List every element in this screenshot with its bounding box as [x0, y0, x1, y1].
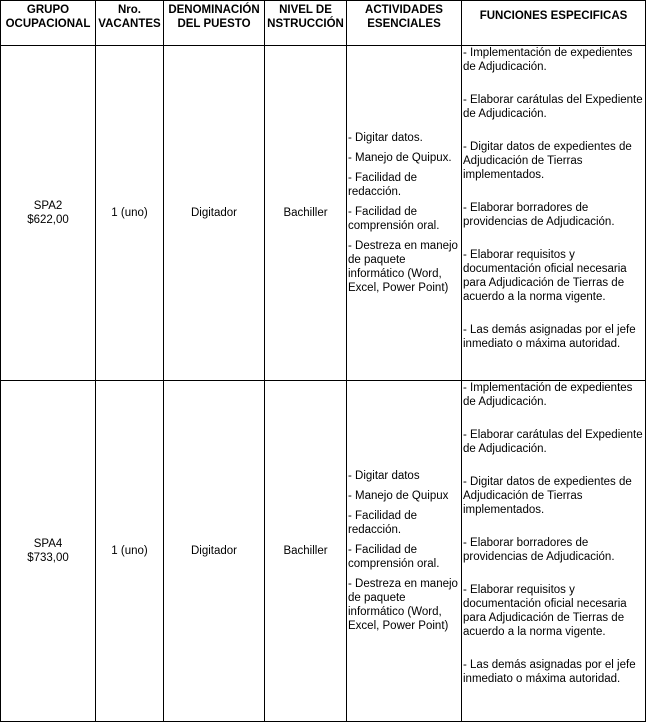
- actividad-item: - Facilidad de comprensión oral.: [348, 544, 440, 570]
- header-actividades-line2: ESENCIALES: [367, 18, 441, 30]
- cell-actividades: [347, 46, 462, 381]
- grupo-code: SPA4: [33, 538, 63, 550]
- cell-denominacion: Digitador: [164, 46, 265, 381]
- funcion-item: - Elaborar borradores de providencias de Adjudicación.: [463, 202, 615, 228]
- actividad-item: - Facilidad de comprensión oral.: [348, 206, 440, 232]
- cell-vacantes: 1 (uno): [96, 381, 164, 722]
- actividad-item: - Destreza en manejo de paquete informático (Word, Excel, Power Point): [348, 578, 458, 632]
- header-denominacion: [164, 1, 265, 46]
- funcion-item: - Elaborar requisitos y documentación oficial necesaria para Adjudicación de Tierras de acuerdo a la norma vigente.: [463, 249, 627, 303]
- funcion-item: - Implementación de expedientes de Adjudicación.: [463, 47, 633, 73]
- actividad-item: - Destreza en manejo de paquete informático (Word, Excel, Power Point): [348, 240, 458, 294]
- funcion-item: - Elaborar carátulas del Expediente de Adjudicación.: [463, 94, 643, 120]
- cell-grupo-ocupacional: [1, 46, 96, 381]
- funcion-item: - Digitar datos de expedientes de Adjudicación de Tierras implementados.: [463, 476, 632, 516]
- table-row: [1, 381, 646, 722]
- actividad-item: - Digitar datos.: [348, 132, 423, 144]
- header-grupo-line2: OCUPACIONAL: [5, 18, 91, 30]
- grupo-code: SPA2: [33, 200, 63, 212]
- grupo-salary: $733,00: [27, 552, 69, 564]
- header-nro-vacantes: [96, 1, 164, 46]
- header-vacantes-line1: Nro.: [118, 4, 141, 16]
- cell-nivel: Bachiller: [265, 46, 347, 381]
- cell-actividades: [347, 381, 462, 722]
- header-denominacion-line1: DENOMINACIÓN: [168, 4, 260, 16]
- actividad-item: - Facilidad de redacción.: [348, 510, 418, 536]
- header-nivel-line2: NSTRUCCIÓN: [267, 18, 344, 30]
- header-nivel-line1: NIVEL DE: [279, 4, 332, 16]
- grupo-salary: $622,00: [27, 214, 69, 226]
- header-actividades-line1: ACTIVIDADES: [365, 4, 443, 16]
- funcion-item: - Elaborar carátulas del Expediente de Adjudicación.: [463, 429, 643, 455]
- actividad-item: - Digitar datos: [348, 470, 420, 482]
- header-grupo-ocupacional: [1, 1, 96, 46]
- funcion-item: - Digitar datos de expedientes de Adjudicación de Tierras implementados.: [463, 141, 632, 181]
- actividad-item: - Facilidad de redacción.: [348, 172, 418, 198]
- header-denominacion-line2: DEL PUESTO: [177, 18, 251, 30]
- funcion-item: - Elaborar borradores de providencias de Adjudicación.: [463, 537, 615, 563]
- header-vacantes-line2: VACANTES: [98, 18, 161, 30]
- actividad-item: - Manejo de Quipux.: [348, 152, 452, 164]
- cell-funciones: [462, 381, 646, 722]
- header-funciones-especificas: FUNCIONES ESPECIFICAS: [462, 1, 646, 46]
- cell-funciones: [462, 46, 646, 381]
- funcion-item: - Las demás asignadas por el jefe inmediato o máxima autoridad.: [463, 659, 636, 685]
- header-actividades-esenciales: [347, 1, 462, 46]
- header-nivel-instruccion: [265, 1, 347, 46]
- actividad-item: - Manejo de Quipux: [348, 490, 449, 502]
- header-row: [1, 1, 646, 46]
- funcion-item: - Elaborar requisitos y documentación oficial necesaria para Adjudicación de Tierras de acuerdo a la norma vigente.: [463, 584, 627, 638]
- cell-grupo-ocupacional: [1, 381, 96, 722]
- cell-vacantes: 1 (uno): [96, 46, 164, 381]
- cell-denominacion: Digitador: [164, 381, 265, 722]
- cell-nivel: Bachiller: [265, 381, 347, 722]
- funcion-item: - Las demás asignadas por el jefe inmediato o máxima autoridad.: [463, 324, 636, 350]
- header-grupo-line1: GRUPO: [26, 4, 70, 16]
- table-row: [1, 46, 646, 381]
- funcion-item: - Implementación de expedientes de Adjudicación.: [463, 382, 633, 408]
